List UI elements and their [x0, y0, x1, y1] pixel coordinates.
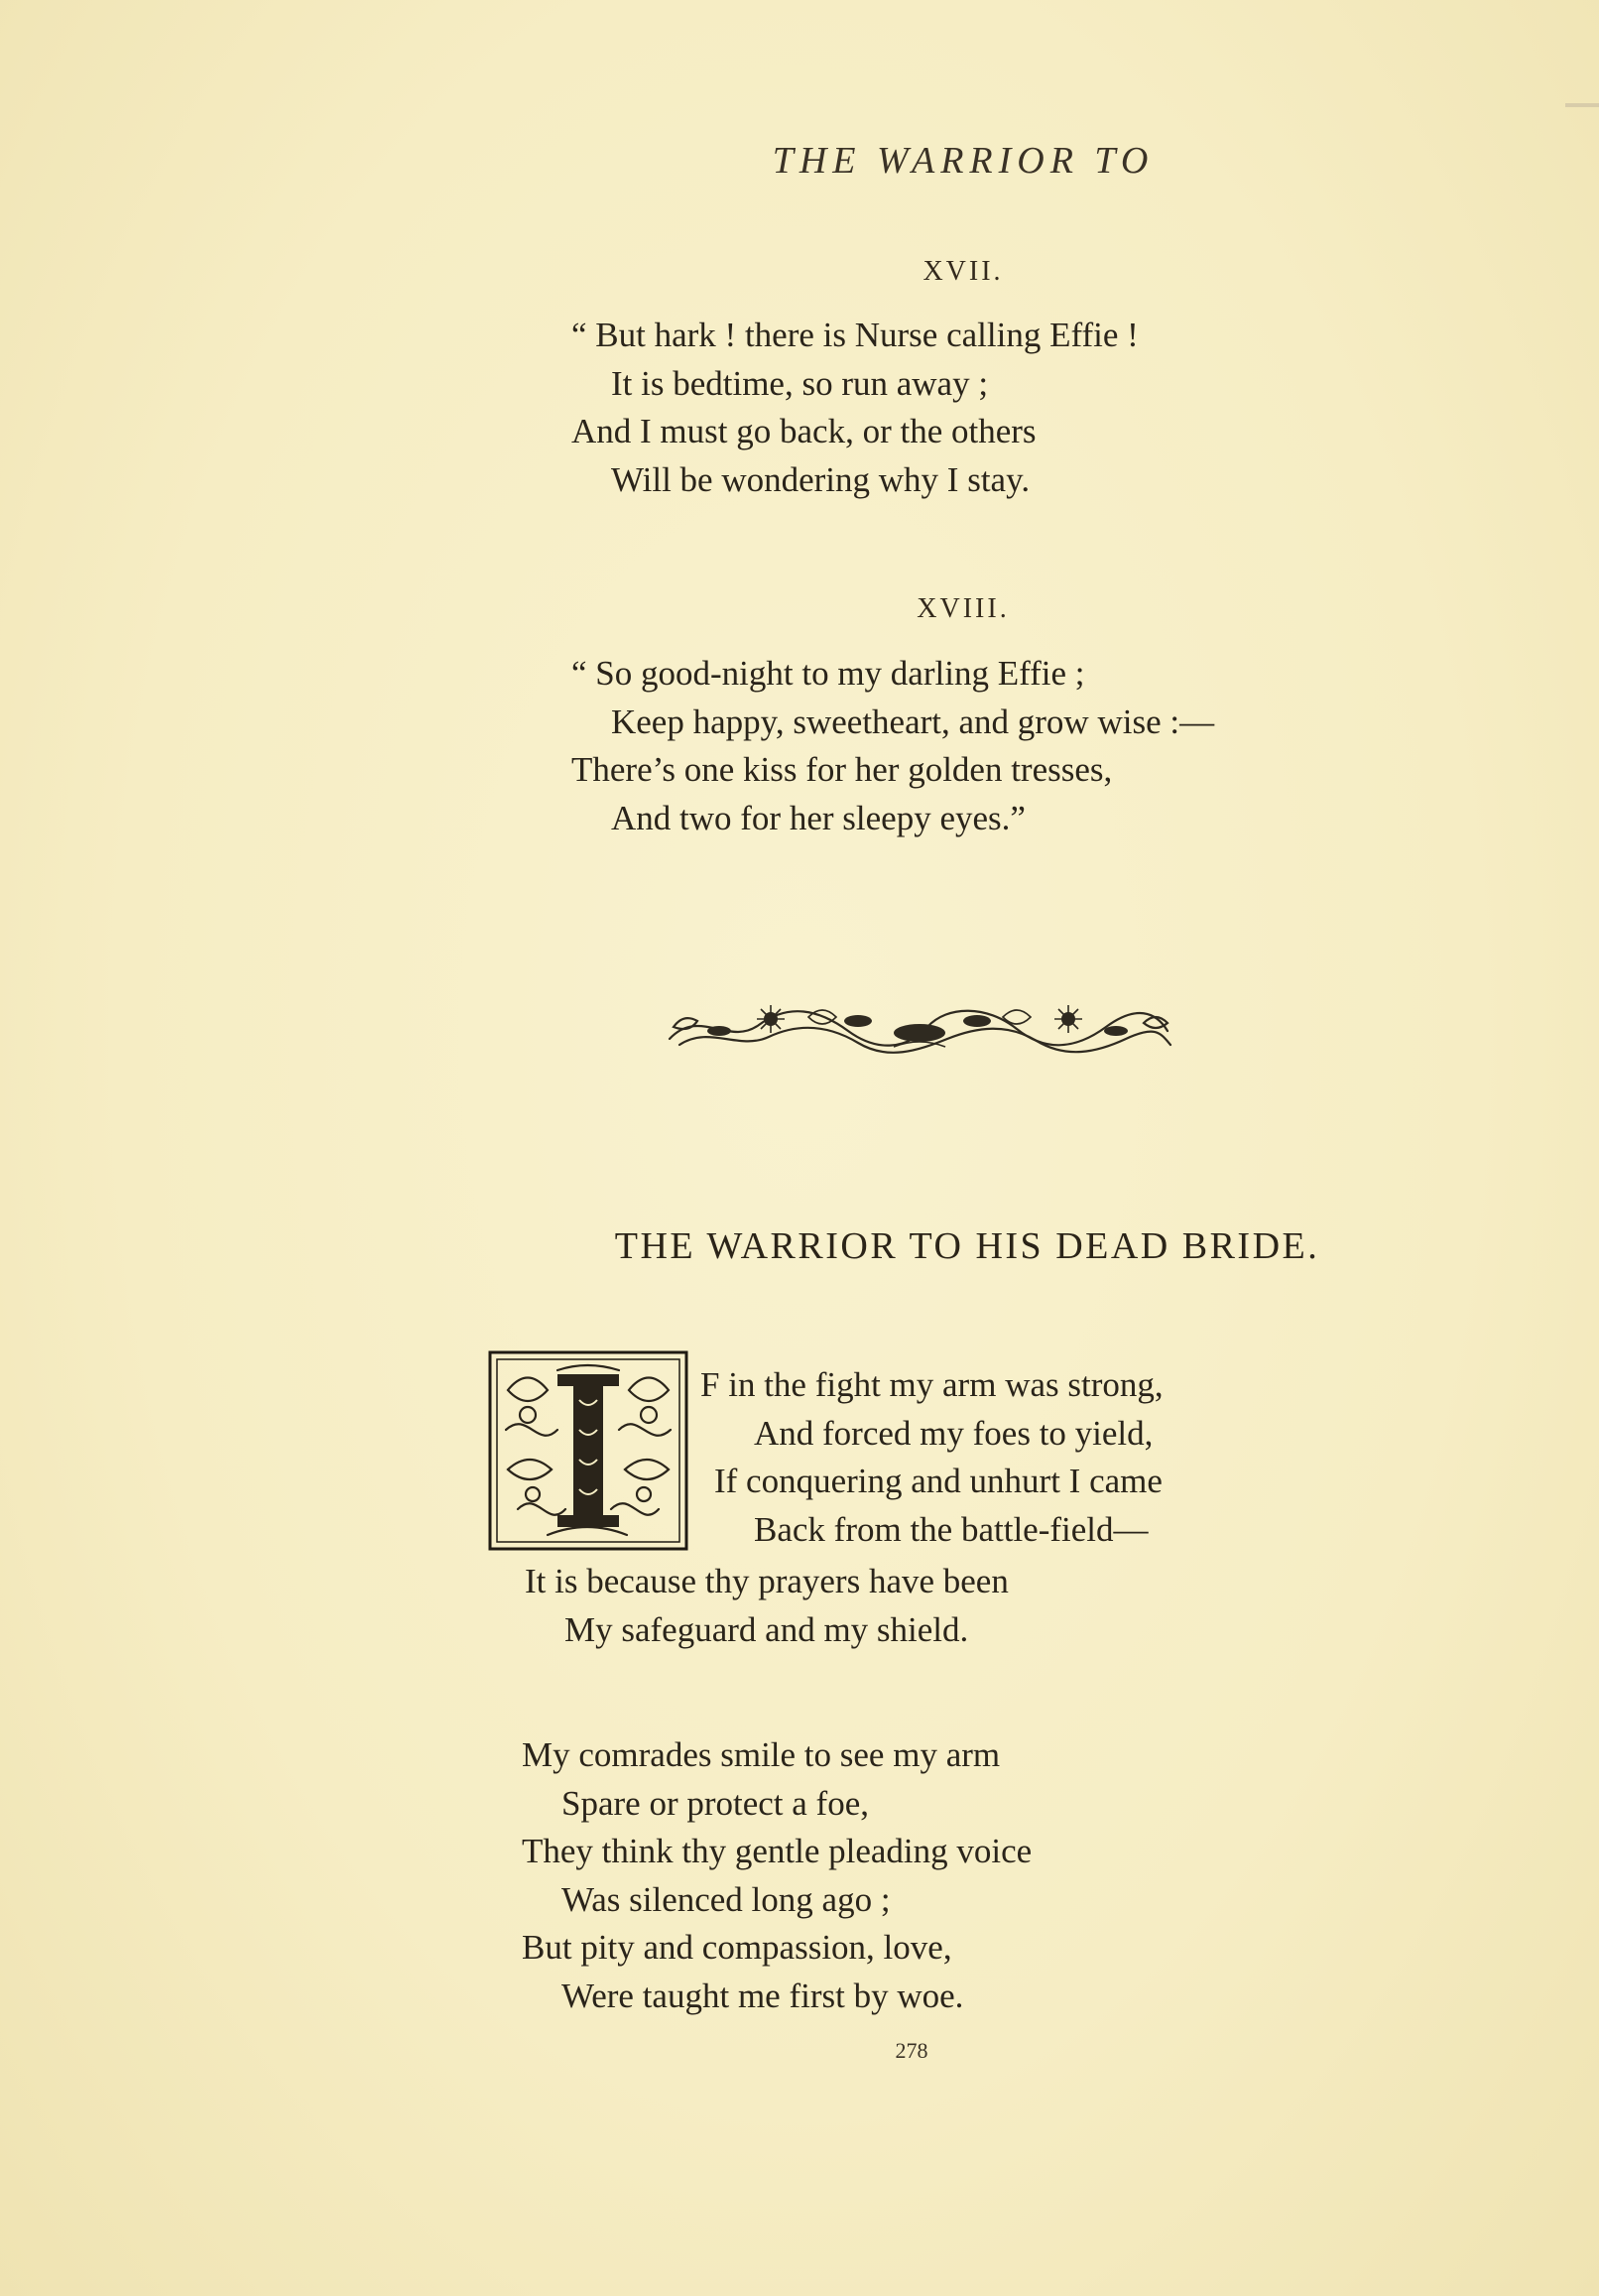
verse-line: And forced my foes to yield,	[754, 1413, 1154, 1453]
stanza-one-continuation	[525, 1558, 1009, 1654]
verse-line: Will be wondering why I stay.	[611, 459, 1031, 499]
verse-line: Keep happy, sweetheart, and grow wise :—	[611, 702, 1215, 741]
paper-speck	[1565, 103, 1599, 107]
verse-line: But pity and compassion, love,	[522, 1928, 952, 1967]
verse-line: Back from the battle-field—	[754, 1509, 1149, 1549]
verse-line: Spare or protect a foe,	[561, 1783, 869, 1823]
verse-line: F in the fight my arm was strong,	[700, 1365, 1164, 1404]
verse-line: It is bedtime, so run away ;	[611, 363, 989, 403]
stanza-numeral-xvii: XVII.	[922, 256, 1004, 287]
verse-line: They think thy gentle pleading voice	[522, 1832, 1033, 1870]
poem-title: THE WARRIOR TO HIS DEAD BRIDE.	[614, 1225, 1320, 1267]
verse-line: “ But hark ! there is Nurse calling Effie !	[571, 316, 1139, 354]
dropcap-stanza-lines	[700, 1361, 1164, 1554]
floral-vine-ornament-icon	[660, 997, 1175, 1057]
verse-line: Was silenced long ago ;	[561, 1879, 891, 1919]
running-head: THE WARRIOR TO	[772, 140, 1155, 182]
verse-line: “ So good-night to my darling Effie ;	[571, 654, 1085, 693]
verse-line: And two for her sleepy eyes.”	[611, 798, 1026, 837]
verse-line: Were taught me first by woe.	[561, 1976, 964, 2015]
stanza-numeral-xviii: XVIII.	[917, 593, 1010, 624]
verse-line: There’s one kiss for her golden tresses,	[571, 750, 1113, 789]
page-number: 278	[895, 2038, 928, 2063]
verse-line: It is because thy prayers have been	[525, 1562, 1009, 1600]
verse-line: My comrades smile to see my arm	[522, 1735, 1001, 1774]
stanza-xvii	[571, 312, 1139, 504]
decorated-initial-I-icon	[488, 1350, 688, 1551]
verse-line: And I must go back, or the others	[571, 412, 1037, 450]
stanza-xviii	[571, 650, 1214, 842]
verse-line: If conquering and unhurt I came	[714, 1462, 1163, 1500]
stanza-two	[522, 1731, 1032, 2020]
verse-line: My safeguard and my shield.	[564, 1609, 969, 1649]
